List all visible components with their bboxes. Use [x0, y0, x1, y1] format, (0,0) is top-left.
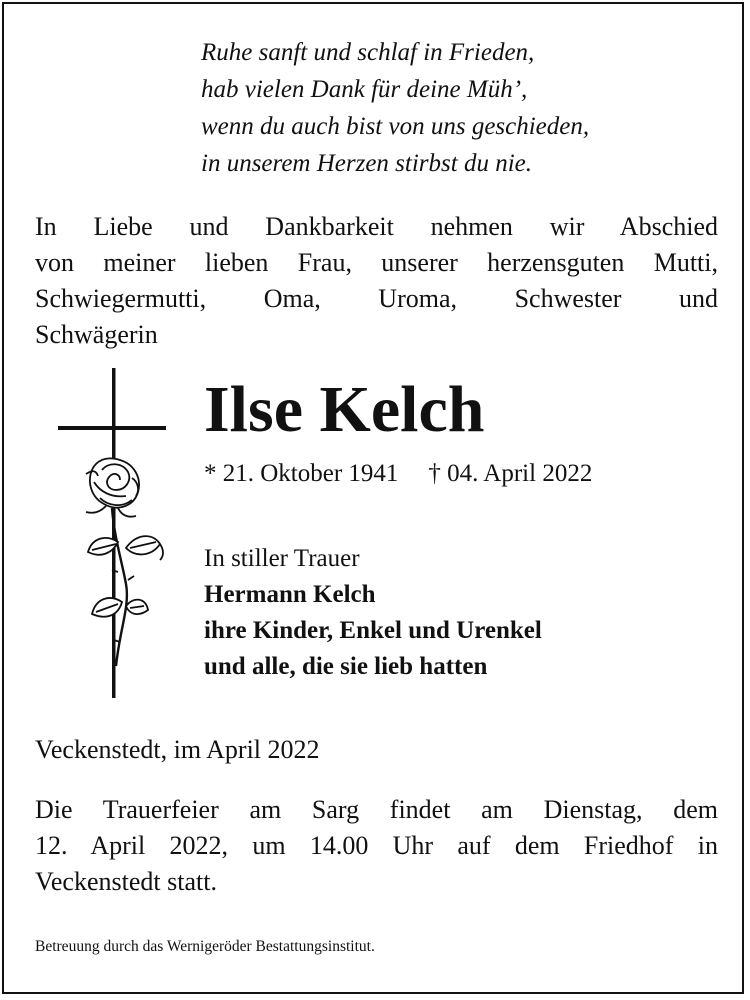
deceased-name: Ilse Kelch — [204, 373, 485, 446]
memorial-verse — [201, 34, 721, 182]
farewell-text — [35, 209, 718, 353]
verse-line: wenn du auch bist von uns geschieden, — [201, 113, 590, 140]
place-date: Veckenstedt, im April 2022 — [35, 735, 320, 764]
mourner-line: ihre Kinder, Enkel und Urenkel — [204, 617, 542, 644]
verse-line: Ruhe sanft und schlaf in Frieden, — [201, 39, 535, 66]
mourner-line: und alle, die sie lieb hatten — [204, 653, 488, 680]
mourning-intro: In stiller Trauer — [204, 545, 360, 572]
cross-rose-emblem — [56, 366, 168, 700]
funeral-service-text — [35, 792, 718, 900]
mourner-line: Hermann Kelch — [204, 581, 376, 608]
service-line: 12. April 2022, um 14.00 Uhr auf dem Friedhof in — [35, 831, 718, 860]
funeral-home-credit: Betreuung durch das Wernigeröder Bestattungsinstitut. — [35, 938, 375, 955]
farewell-line: In Liebe und Dankbarkeit nehmen wir Abschied — [35, 212, 718, 241]
birth-date: * 21. Oktober 1941 — [204, 460, 399, 487]
verse-line: hab vielen Dank für deine Müh’, — [201, 76, 528, 103]
life-dates — [204, 456, 592, 492]
farewell-line: Schwiegermutti, Oma, Uroma, Schwester und — [35, 284, 718, 313]
farewell-line: von meiner lieben Frau, unserer herzensguten Mutti, — [35, 248, 718, 277]
obituary-notice — [2, 2, 744, 994]
farewell-line: Schwägerin — [35, 320, 158, 349]
rose-icon — [86, 458, 163, 666]
service-line: Veckenstedt statt. — [35, 867, 217, 896]
verse-line: in unserem Herzen stirbst du nie. — [201, 150, 532, 177]
death-date: † 04. April 2022 — [428, 460, 593, 487]
service-line: Die Trauerfeier am Sarg findet am Dienstag, dem — [35, 795, 718, 824]
mourners-block — [204, 541, 542, 685]
cross-icon — [58, 368, 166, 698]
